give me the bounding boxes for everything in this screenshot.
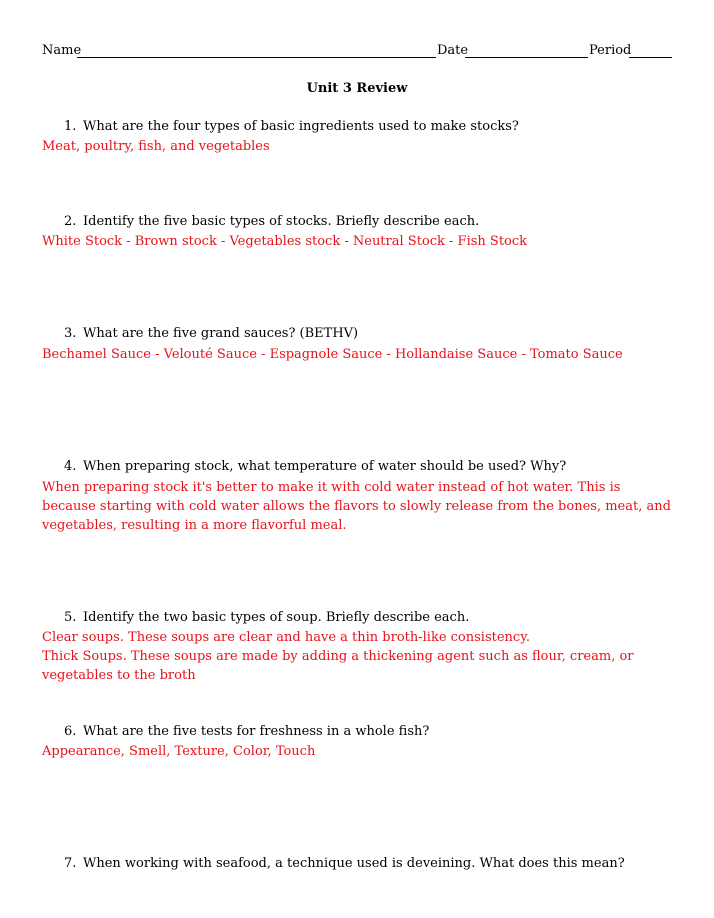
question-5: 5. Identify the two basic types of soup. Briefly describe each. (64, 610, 470, 625)
answer-5-clear-soups: Clear soups. These soups are clear and have a thin broth-like consistency. (42, 630, 530, 645)
question-2: 2. Identify the five basic types of stocks. Briefly describe each. (64, 214, 480, 229)
question-text: What are the five tests for freshness in a whole fish? (83, 724, 430, 739)
name-blank[interactable] (77, 57, 436, 58)
page-title: Unit 3 Review (306, 81, 408, 96)
period-blank[interactable] (629, 57, 672, 58)
answer-4: When preparing stock it's better to make it with cold water instead of hot water. This is because starting with cold water allows the flavors to slowly release from the bones, meat, and vegetables, resulting in a more flavorful meal. (42, 480, 671, 533)
question-text: Identify the five basic types of stocks. Briefly describe each. (83, 214, 480, 229)
question-1: 1. What are the four types of basic ingredients used to make stocks? (64, 119, 519, 134)
question-4: 4. When preparing stock, what temperature of water should be used? Why? (64, 459, 567, 474)
answer-5-thick-soups: Thick Soups. These soups are made by adding a thickening agent such as flour, cream, or vegetables to the broth (42, 649, 634, 683)
question-text: What are the four types of basic ingredients used to make stocks? (83, 119, 519, 134)
question-3: 3. What are the five grand sauces? (BETHV) (64, 326, 359, 341)
period-label: Period (589, 43, 632, 58)
name-label: Name (42, 43, 82, 58)
question-text: When working with seafood, a technique used is deveining. What does this mean? (83, 856, 625, 871)
answer-2: White Stock - Brown stock - Vegetables stock - Neutral Stock - Fish Stock (42, 234, 528, 249)
answer-6: Appearance, Smell, Texture, Color, Touch (42, 744, 316, 759)
answer-1: Meat, poultry, fish, and vegetables (42, 139, 270, 154)
date-label: Date (437, 43, 469, 58)
question-text: Identify the two basic types of soup. Briefly describe each. (83, 610, 470, 625)
header-fields (42, 43, 672, 61)
question-7: 7. When working with seafood, a technique used is deveining. What does this mean? (64, 856, 625, 871)
answer-3: Bechamel Sauce - Velouté Sauce - Espagnole Sauce - Hollandaise Sauce - Tomato Sauce (42, 347, 623, 362)
question-text: What are the five grand sauces? (BETHV) (83, 326, 359, 341)
question-text: When preparing stock, what temperature of water should be used? Why? (83, 459, 567, 474)
date-blank[interactable] (465, 57, 588, 58)
question-6: 6. What are the five tests for freshness in a whole fish? (64, 724, 430, 739)
